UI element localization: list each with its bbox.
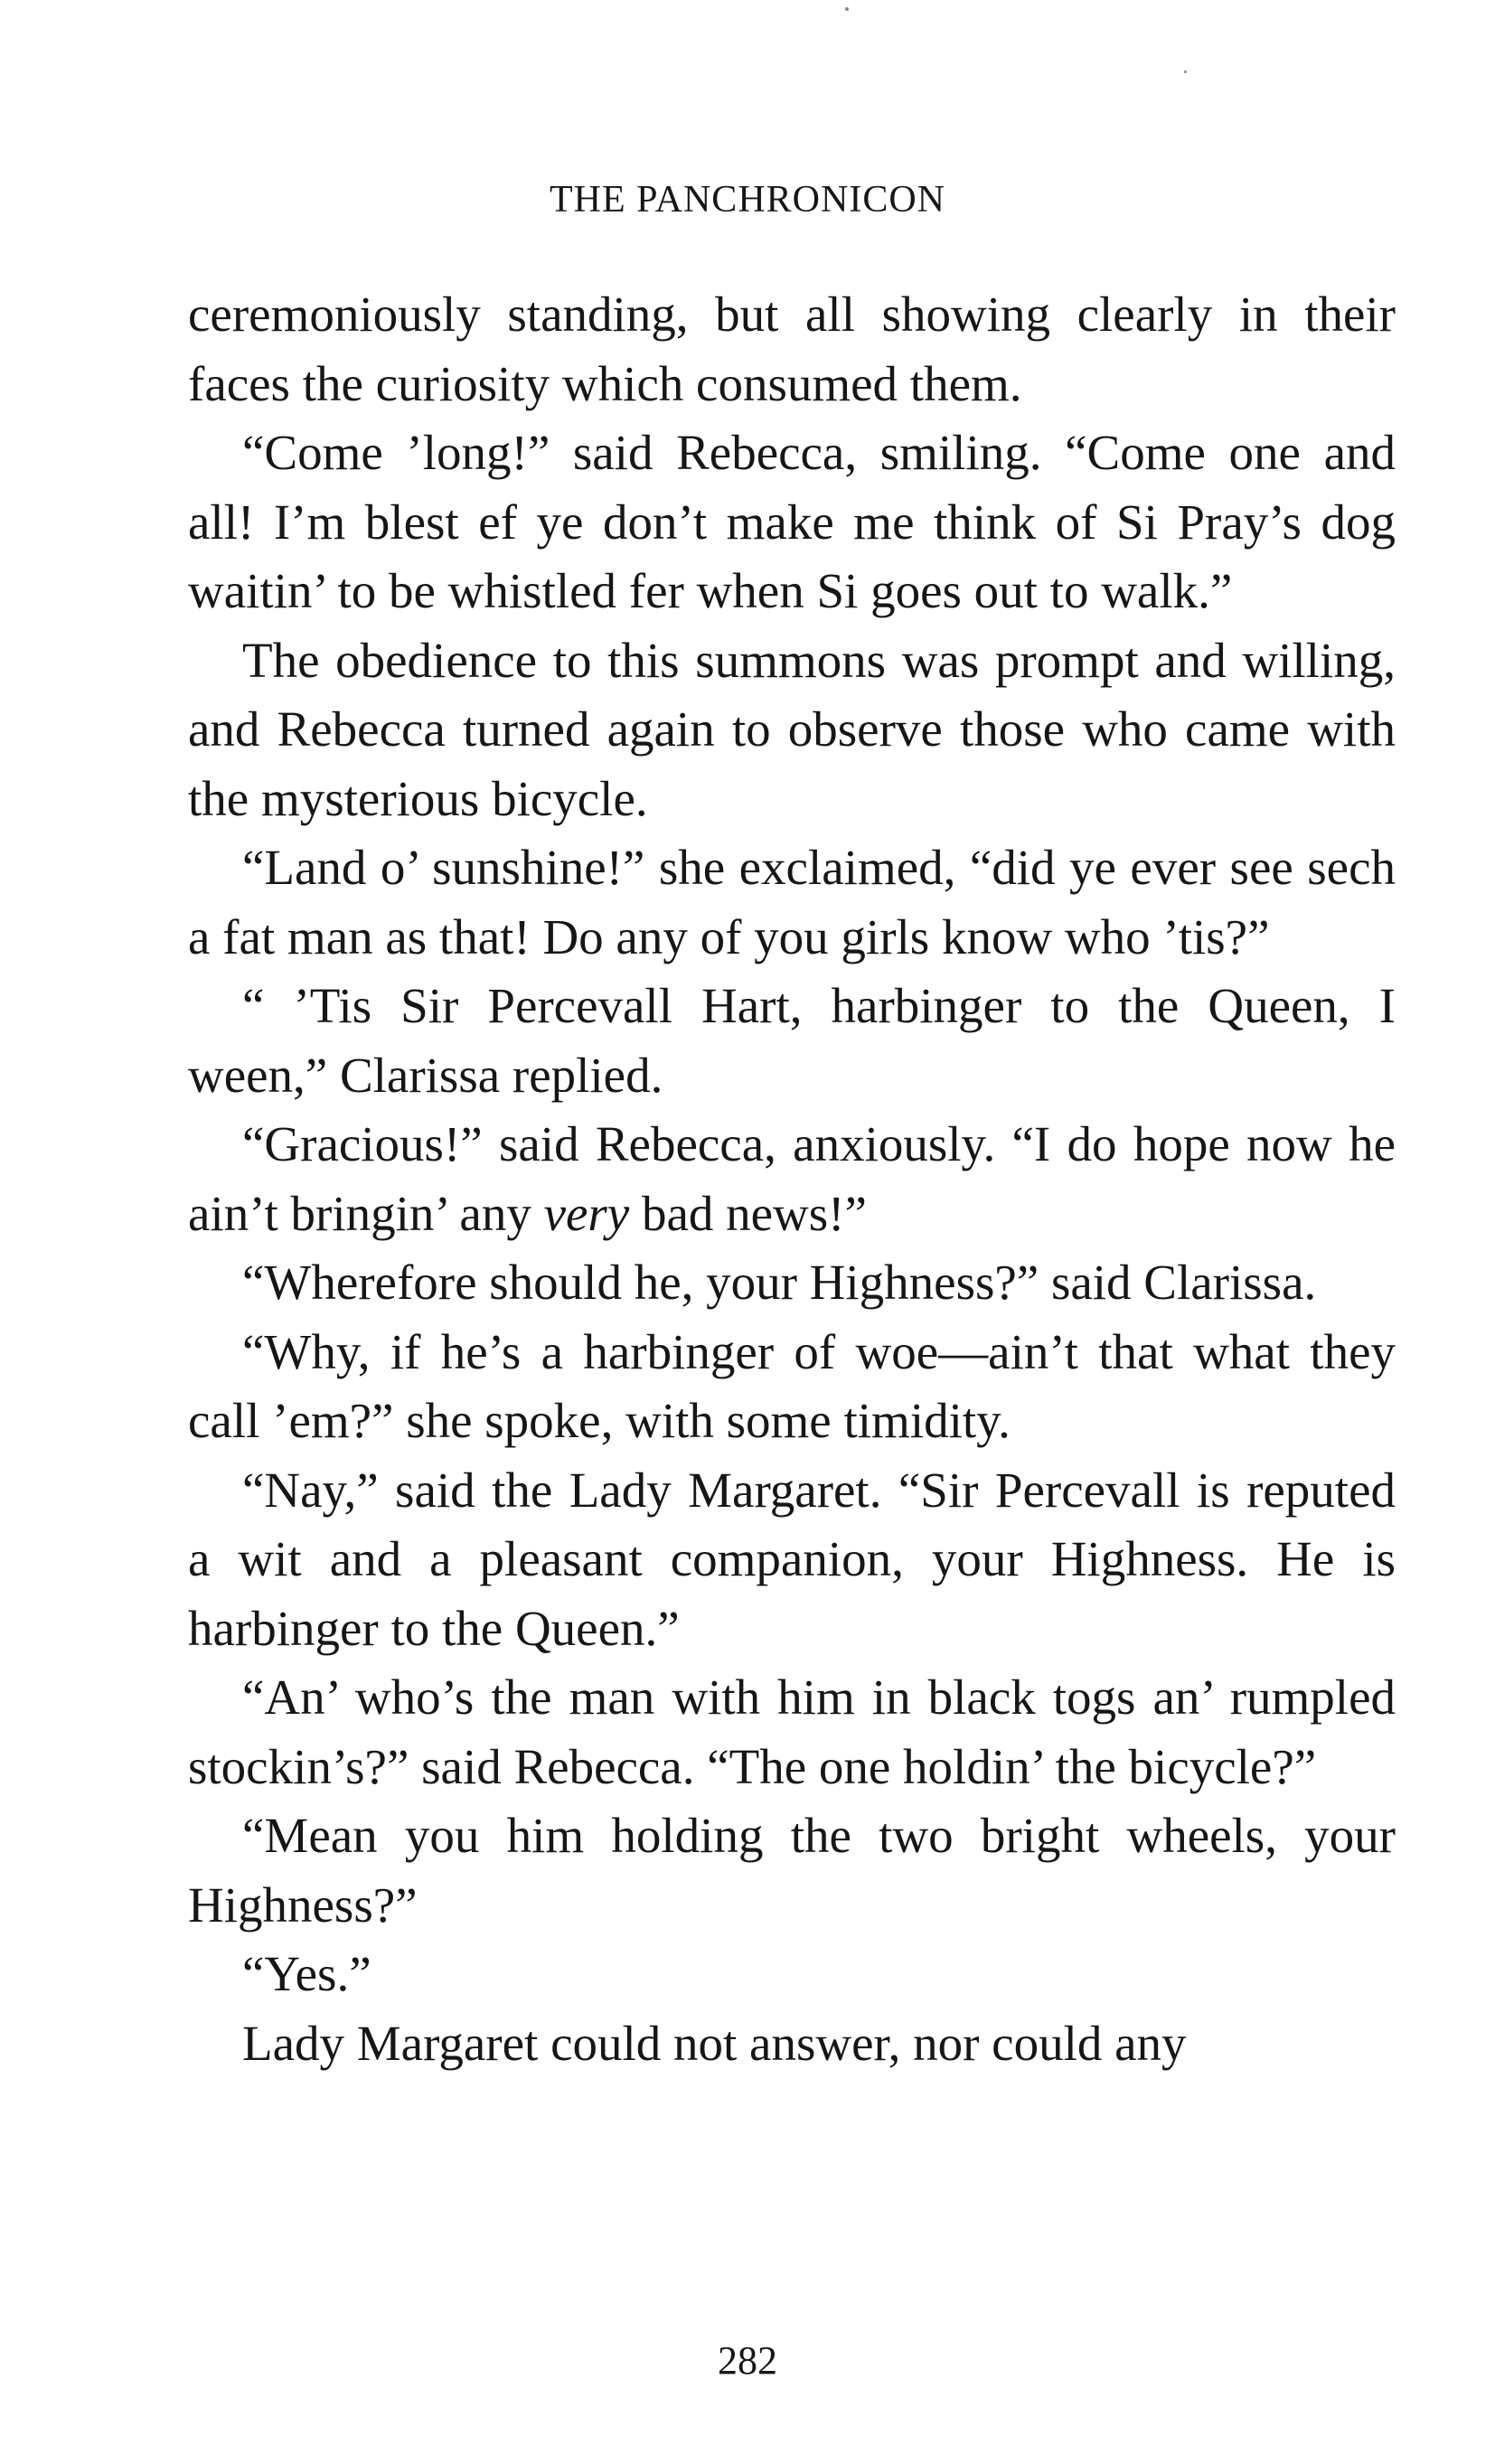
paragraph: “Mean you him holding the two bright wheels, your Highness?” — [188, 1808, 1396, 1933]
body-text — [188, 280, 1396, 2078]
page-number: 282 — [718, 2338, 777, 2383]
paragraph: Lady Margaret could not answer, nor could any — [242, 2015, 1187, 2071]
paragraph: “Yes.” — [242, 1946, 371, 2001]
print-speck — [1184, 71, 1187, 73]
running-head: THE PANCHRONICON — [550, 179, 945, 221]
paragraph: “Nay,” said the Lady Margaret. “Sir Percevall is reputed a wit and a pleasant companion, your Highness. He is harbinger to the Queen.” — [188, 1462, 1396, 1656]
paragraph-text: bad news!” — [629, 1185, 867, 1241]
paragraph: The obedience to this summons was prompt and willing, and Rebecca turned again to observe those who came with the mysterious bicycle. — [188, 632, 1396, 826]
paragraph — [188, 1110, 1396, 1248]
paragraph: “Land o’ sunshine!” she exclaimed, “did ye ever see sech a fat man as that! Do any of you girls know who ’tis?” — [188, 840, 1396, 964]
paragraph: “Come ’long!” said Rebecca, smiling. “Come one and all! I’m blest ef ye don’t make me think of Si Pray’s dog waitin’ to be whistled fer when Si goes out to walk.” — [188, 425, 1396, 618]
paragraph: “ ’Tis Sir Percevall Hart, harbinger to the Queen, I ween,” Clarissa replied. — [188, 978, 1396, 1103]
emphasized-word: very — [543, 1185, 630, 1241]
paragraph: “An’ who’s the man with him in black togs an’ rumpled stockin’s?” said Rebecca. “The one holdin’ the bicycle?” — [188, 1669, 1396, 1794]
paragraph-text: “Gracious!” said Rebecca, anxiously. “I do hope now he ain’t bringin’ any — [188, 1116, 1396, 1241]
paragraph: ceremoniously standing, but all showing clearly in their faces the curiosity which consumed them. — [188, 287, 1396, 411]
paragraph: “Wherefore should he, your Highness?” said Clarissa. — [242, 1255, 1317, 1310]
paragraph: “Why, if he’s a harbinger of woe—ain’t that what they call ’em?” she spoke, with some timidity. — [188, 1323, 1396, 1448]
print-speck — [845, 7, 849, 11]
